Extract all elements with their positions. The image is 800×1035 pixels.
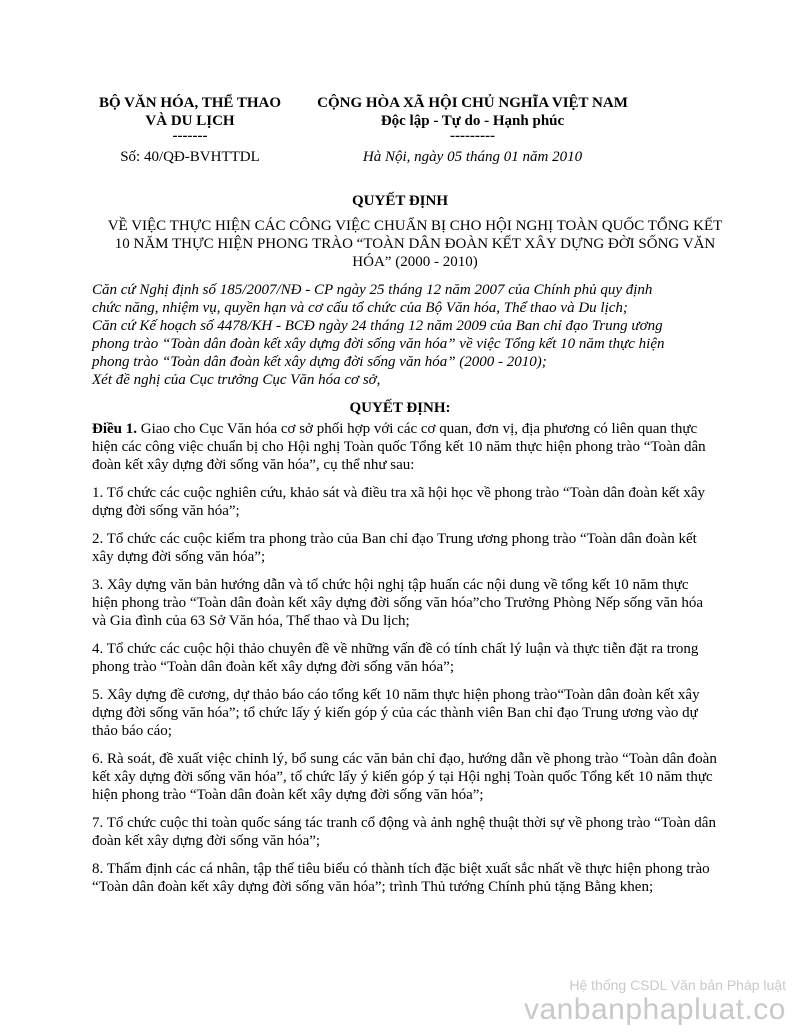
ministry-name-line1: BỘ VĂN HÓA, THỂ THAO: [98, 95, 282, 111]
document-subject: VỀ VIỆC THỰC HIỆN CÁC CÔNG VIỆC CHUẨN BỊ CHO HỘI NGHỊ TOÀN QUỐC TỔNG KẾT 10 NĂM THỰC HIỆN PHONG TRÀO “TOÀN DÂN ĐOÀN KẾT XÂY DỰNG ĐỜI SỐNG VĂN HÓA” (2000 - 2010): [107, 218, 723, 270]
basis-line: Căn cứ Nghị định số 185/2007/NĐ - CP ngày 25 tháng 12 năm 2007 của Chính phủ quy định: [92, 282, 653, 298]
article-1-label: Điều 1.: [92, 421, 137, 437]
ministry-name-line2: VÀ DU LỊCH: [145, 113, 235, 129]
right-separator: ---------: [450, 128, 495, 144]
decision-heading: QUYẾT ĐỊNH:: [349, 400, 451, 416]
basis-line: chức năng, nhiệm vụ, quyền hạn và cơ cấu tổ chức của Bộ Văn hóa, Thể thao và Du lịch;: [92, 300, 628, 316]
list-item: 5. Xây dựng đề cương, dự thảo báo cáo tổng kết 10 năm thực hiện phong trào“Toàn dân đoàn kết xây dựng đời sống văn hóa”; tổ chức lấy ý kiến góp ý của các thành viên Ban chỉ đạo Trung ương vào dự thảo báo cáo;: [92, 687, 700, 739]
national-header-block: [300, 94, 645, 166]
list-item: 6. Rà soát, đề xuất việc chỉnh lý, bổ sung các văn bản chỉ đạo, hướng dẫn về phong trào “Toàn dân đoàn kết xây dựng đời sống văn hóa”, tổ chức lấy ý kiến góp ý tại Hội nghị Toàn quốc Tổng kết 10 năm thực hiện phong trào “Toàn dân đoàn kết xây dựng đời sống văn hóa”;: [92, 751, 717, 803]
article-1-text: Giao cho Cục Văn hóa cơ sở phối hợp với các cơ quan, đơn vị, địa phương có liên quan thực hiện các công việc chuẩn bị cho Hội nghị Toàn quốc Tổng kết 10 năm thực hiện phong trào “Toàn dân đoàn kết xây dựng đời sống văn hóa”, cụ thể như sau:: [92, 421, 706, 473]
legal-basis: [92, 281, 732, 389]
article-1: [92, 420, 717, 474]
document-body: [92, 420, 717, 906]
basis-line: Xét đề nghị của Cục trưởng Cục Văn hóa cơ sở,: [92, 372, 381, 388]
list-item: 7. Tổ chức cuộc thi toàn quốc sáng tác tranh cổ động và ảnh nghệ thuật thời sự về phong trào “Toàn dân đoàn kết xây dựng đời sống văn hóa”;: [92, 815, 716, 849]
national-motto: Độc lập - Tự do - Hạnh phúc: [380, 113, 565, 129]
basis-line: Căn cứ Kế hoạch số 4478/KH - BCĐ ngày 24 tháng 12 năm 2009 của Ban chỉ đạo Trung ương: [92, 318, 663, 334]
place-and-date: Hà Nội, ngày 05 tháng 01 năm 2010: [362, 149, 583, 165]
republic-name: CỘNG HÒA XÃ HỘI CHỦ NGHĨA VIỆT NAM: [317, 95, 628, 111]
basis-line: phong trào “Toàn dân đoàn kết xây dựng đời sống văn hóa” (2000 - 2010);: [92, 354, 547, 370]
document-number: Số: 40/QĐ-BVHTTDL: [120, 149, 260, 165]
list-item: 2. Tổ chức các cuộc kiểm tra phong trào của Ban chỉ đạo Trung ương phong trào “Toàn dân đoàn kết xây dựng đời sống văn hóa”;: [92, 531, 697, 565]
list-item: 3. Xây dựng văn bản hướng dẫn và tổ chức hội nghị tập huấn các nội dung về tổng kết 10 năm thực hiện phong trào “Toàn dân đoàn kết xây dựng đời sống văn hóa”cho Trưởng Phòng Nếp sống văn hóa và Gia đình của 63 Sở Văn hóa, Thể thao và Du lịch;: [92, 577, 703, 629]
site-watermark: [524, 977, 786, 1027]
issuing-agency-block: [80, 94, 300, 166]
list-item: 1. Tổ chức các cuộc nghiên cứu, khảo sát và điều tra xã hội học về phong trào “Toàn dân đoàn kết xây dựng đời sống văn hóa”;: [92, 485, 706, 519]
list-item: 8. Thẩm định các cá nhân, tập thể tiêu biểu có thành tích đặc biệt xuất sắc nhất về thực hiện phong trào “Toàn dân đoàn kết xây dựng đời sống văn hóa”; trình Thủ tướng Chính phủ tặng Bằng khen;: [92, 861, 710, 895]
left-separator: -------: [172, 128, 208, 144]
document-title: QUYẾT ĐỊNH: [352, 193, 448, 209]
watermark-line2: vanbanphapluat.co: [523, 993, 786, 1026]
watermark-line1: Hệ thống CSDL Văn bản Pháp luật: [569, 977, 786, 993]
basis-line: phong trào “Toàn dân đoàn kết xây dựng đời sống văn hóa” về việc Tổng kết 10 năm thực hiện: [92, 336, 665, 352]
list-item: 4. Tổ chức các cuộc hội thảo chuyên đề về những vấn đề có tính chất lý luận và thực tiễn đặt ra trong phong trào “Toàn dân đoàn kết xây dựng đời sống văn hóa”;: [92, 641, 699, 675]
